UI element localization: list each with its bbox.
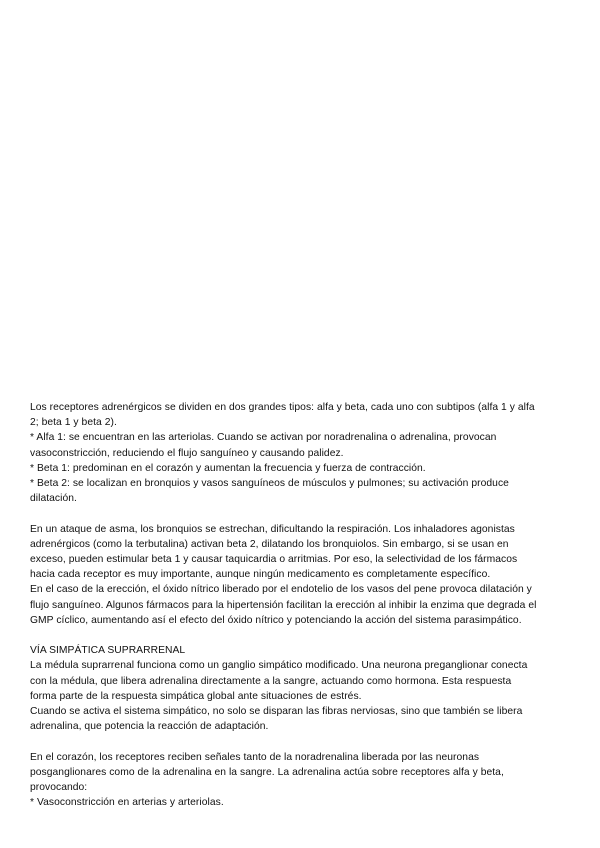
text-line: adrenérgicos (como la terbutalina) activan beta 2, dilatando los bronquiolos. Sin embargo, si se usan en	[30, 538, 509, 550]
text-line: forma parte de la respuesta simpática global ante situaciones de estrés.	[30, 690, 362, 702]
text-line: vasoconstricción, reduciendo el flujo sanguíneo y causando palidez.	[30, 447, 344, 459]
text-line: * Beta 1: predominan en el corazón y aumentan la frecuencia y fuerza de contracción.	[30, 462, 426, 474]
text-line: GMP cíclico, aumentando así el efecto del óxido nítrico y potenciando la acción del sistema parasimpático.	[30, 614, 522, 626]
text-line: Los receptores adrenérgicos se dividen en dos grandes tipos: alfa y beta, cada uno con subtipos (alfa 1 y alfa	[30, 402, 535, 413]
text-line: flujo sanguíneo. Algunos fármacos para la hipertensión facilitan la erección al inhibir la enzima que degrada el	[30, 599, 537, 611]
paragraph-receptor-types	[30, 400, 575, 506]
text-line: En el caso de la erección, el óxido nítrico liberado por el endotelio de los vasos del pene provoca dilatación y	[30, 584, 532, 596]
text-line: dilatación.	[30, 493, 77, 505]
text-line: * Alfa 1: se encuentran en las arteriolas. Cuando se activan por noradrenalina o adrenalina, provocan	[30, 432, 497, 444]
text-line: * Vasoconstricción en arterias y arteriolas.	[30, 797, 224, 809]
text-line: provocando:	[30, 782, 88, 794]
text-line: Cuando se activa el sistema simpático, no solo se disparan las fibras nerviosas, sino que también se libera	[30, 706, 523, 718]
text-line: En un ataque de asma, los bronquios se estrechan, dificultando la respiración. Los inhaladores agonistas	[30, 523, 515, 535]
paragraph-adrenal-medulla	[30, 658, 575, 734]
section-heading: VÍA SIMPÁTICA SUPRARRENAL	[30, 645, 186, 657]
text-line: * Beta 2: se localizan en bronquios y vasos sanguíneos de músculos y pulmones; su activación produce	[30, 478, 509, 490]
paragraph-gap	[30, 506, 575, 521]
paragraph-asthma-erection	[30, 522, 575, 628]
text-line: La médula suprarrenal funciona como un ganglio simpático modificado. Una neurona preganglionar conecta	[30, 660, 528, 672]
paragraph-gap	[30, 628, 575, 643]
paragraph-heart-receptors	[30, 750, 575, 811]
text-line: En el corazón, los receptores reciben señales tanto de la noradrenalina liberada por las neuronas	[30, 751, 480, 763]
text-line: exceso, pueden estimular beta 1 y causar taquicardia o arritmias. Por eso, la selectividad de los fármacos	[30, 554, 518, 566]
document-body	[30, 400, 575, 810]
text-line: 2; beta 1 y beta 2).	[30, 417, 117, 429]
text-line: posganglionares como de la adrenalina en la sangre. La adrenalina actúa sobre receptores alfa y beta,	[30, 766, 504, 778]
paragraph-gap	[30, 734, 575, 749]
text-line: hacia cada receptor es muy importante, aunque ningún medicamento es completamente específico.	[30, 569, 491, 581]
text-line: adrenalina, que potencia la reacción de adaptación.	[30, 721, 269, 733]
text-line: con la médula, que libera adrenalina directamente a la sangre, actuando como hormona. Esta respuesta	[30, 675, 512, 687]
